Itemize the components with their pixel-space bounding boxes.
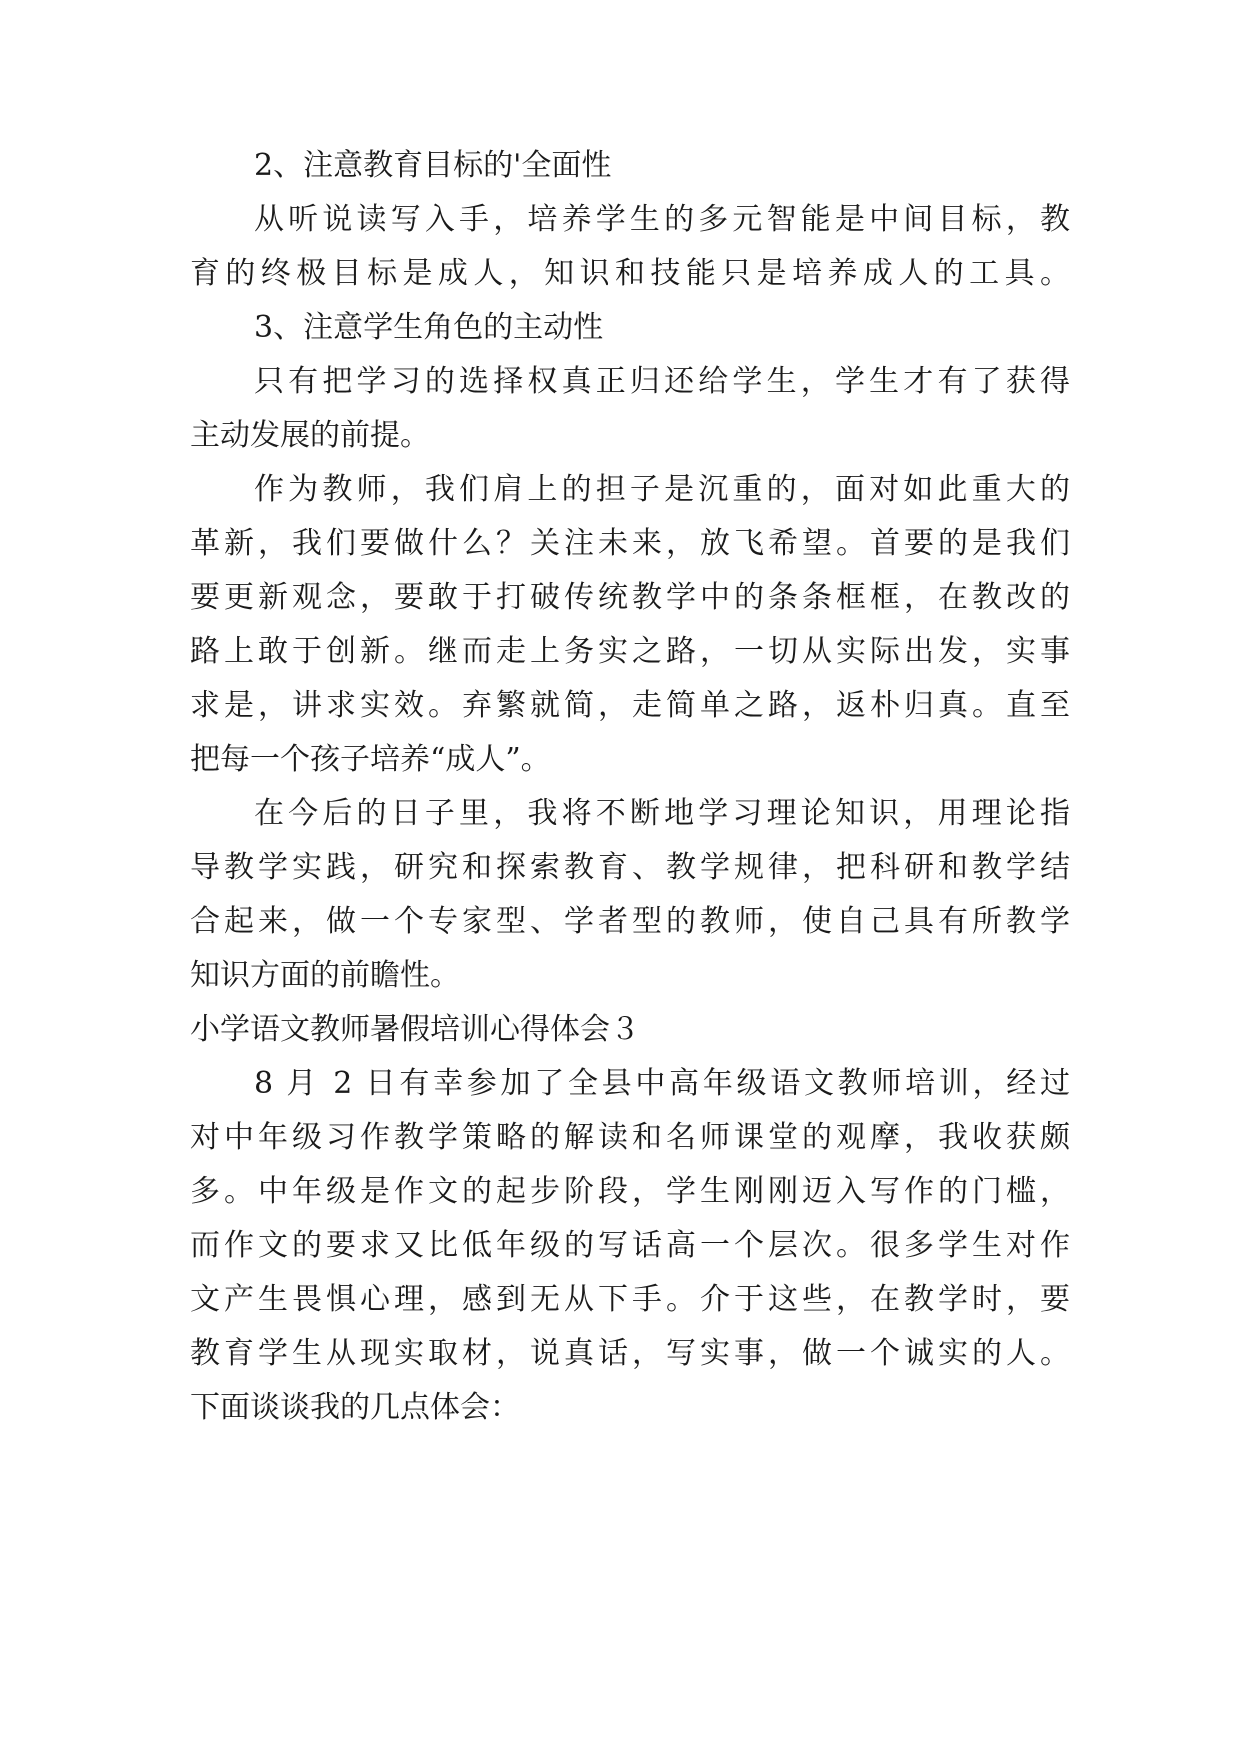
paragraph-line: 要更新观念，要敢于打破传统教学中的条条框框，在教改的 xyxy=(190,580,1070,615)
paragraph-line: 把每一个孩子培养“成人”。 xyxy=(190,742,551,777)
paragraph-line: 对中年级习作教学策略的解读和名师课堂的观摩，我收获颇 xyxy=(190,1120,1070,1155)
paragraph-line: 从听说读写入手，培养学生的多元智能是中间目标，教 xyxy=(254,202,1070,237)
paragraph-line: 在今后的日子里，我将不断地学习理论知识，用理论指 xyxy=(254,796,1070,831)
paragraph-line: 求是，讲求实效。弃繁就简，走简单之路，返朴归真。直至 xyxy=(190,688,1070,723)
paragraph-line: 教育学生从现实取材，说真话，写实事，做一个诚实的人。 xyxy=(190,1336,1070,1371)
paragraph-line: 文产生畏惧心理，感到无从下手。介于这些，在教学时，要 xyxy=(190,1282,1070,1317)
paragraph-line: 主动发展的前提。 xyxy=(190,418,430,453)
paragraph-line: 作为教师，我们肩上的担子是沉重的，面对如此重大的 xyxy=(254,472,1070,507)
paragraph-line: 知识方面的前瞻性。 xyxy=(190,958,460,993)
paragraph-line: 合起来，做一个专家型、学者型的教师，使自己具有所教学 xyxy=(190,904,1070,939)
paragraph-line: 路上敢于创新。继而走上务实之路，一切从实际出发，实事 xyxy=(190,634,1070,669)
section-heading-3: 3、注意学生角色的主动性 xyxy=(254,310,604,345)
section-heading-2: 2、注意教育目标的'全面性 xyxy=(254,148,612,183)
paragraph-line: 下面谈谈我的几点体会： xyxy=(190,1390,520,1425)
paragraph-line: 而作文的要求又比低年级的写话高一个层次。很多学生对作 xyxy=(190,1228,1070,1263)
paragraph-line: 多。中年级是作文的起步阶段，学生刚刚迈入写作的门槛， xyxy=(190,1174,1070,1209)
paragraph-line: 只有把学习的选择权真正归还给学生，学生才有了获得 xyxy=(254,364,1070,399)
paragraph-line: 革新，我们要做什么？关注未来，放飞希望。首要的是我们 xyxy=(190,526,1070,561)
paragraph-line: 导教学实践，研究和探索教育、教学规律，把科研和教学结 xyxy=(190,850,1070,885)
paragraph-line: 8 月 2 日有幸参加了全县中高年级语文教师培训，经过 xyxy=(254,1066,1070,1101)
paragraph-line: 育的终极目标是成人，知识和技能只是培养成人的工具。 xyxy=(190,256,1070,291)
article-title: 小学语文教师暑假培训心得体会３ xyxy=(190,1012,640,1047)
